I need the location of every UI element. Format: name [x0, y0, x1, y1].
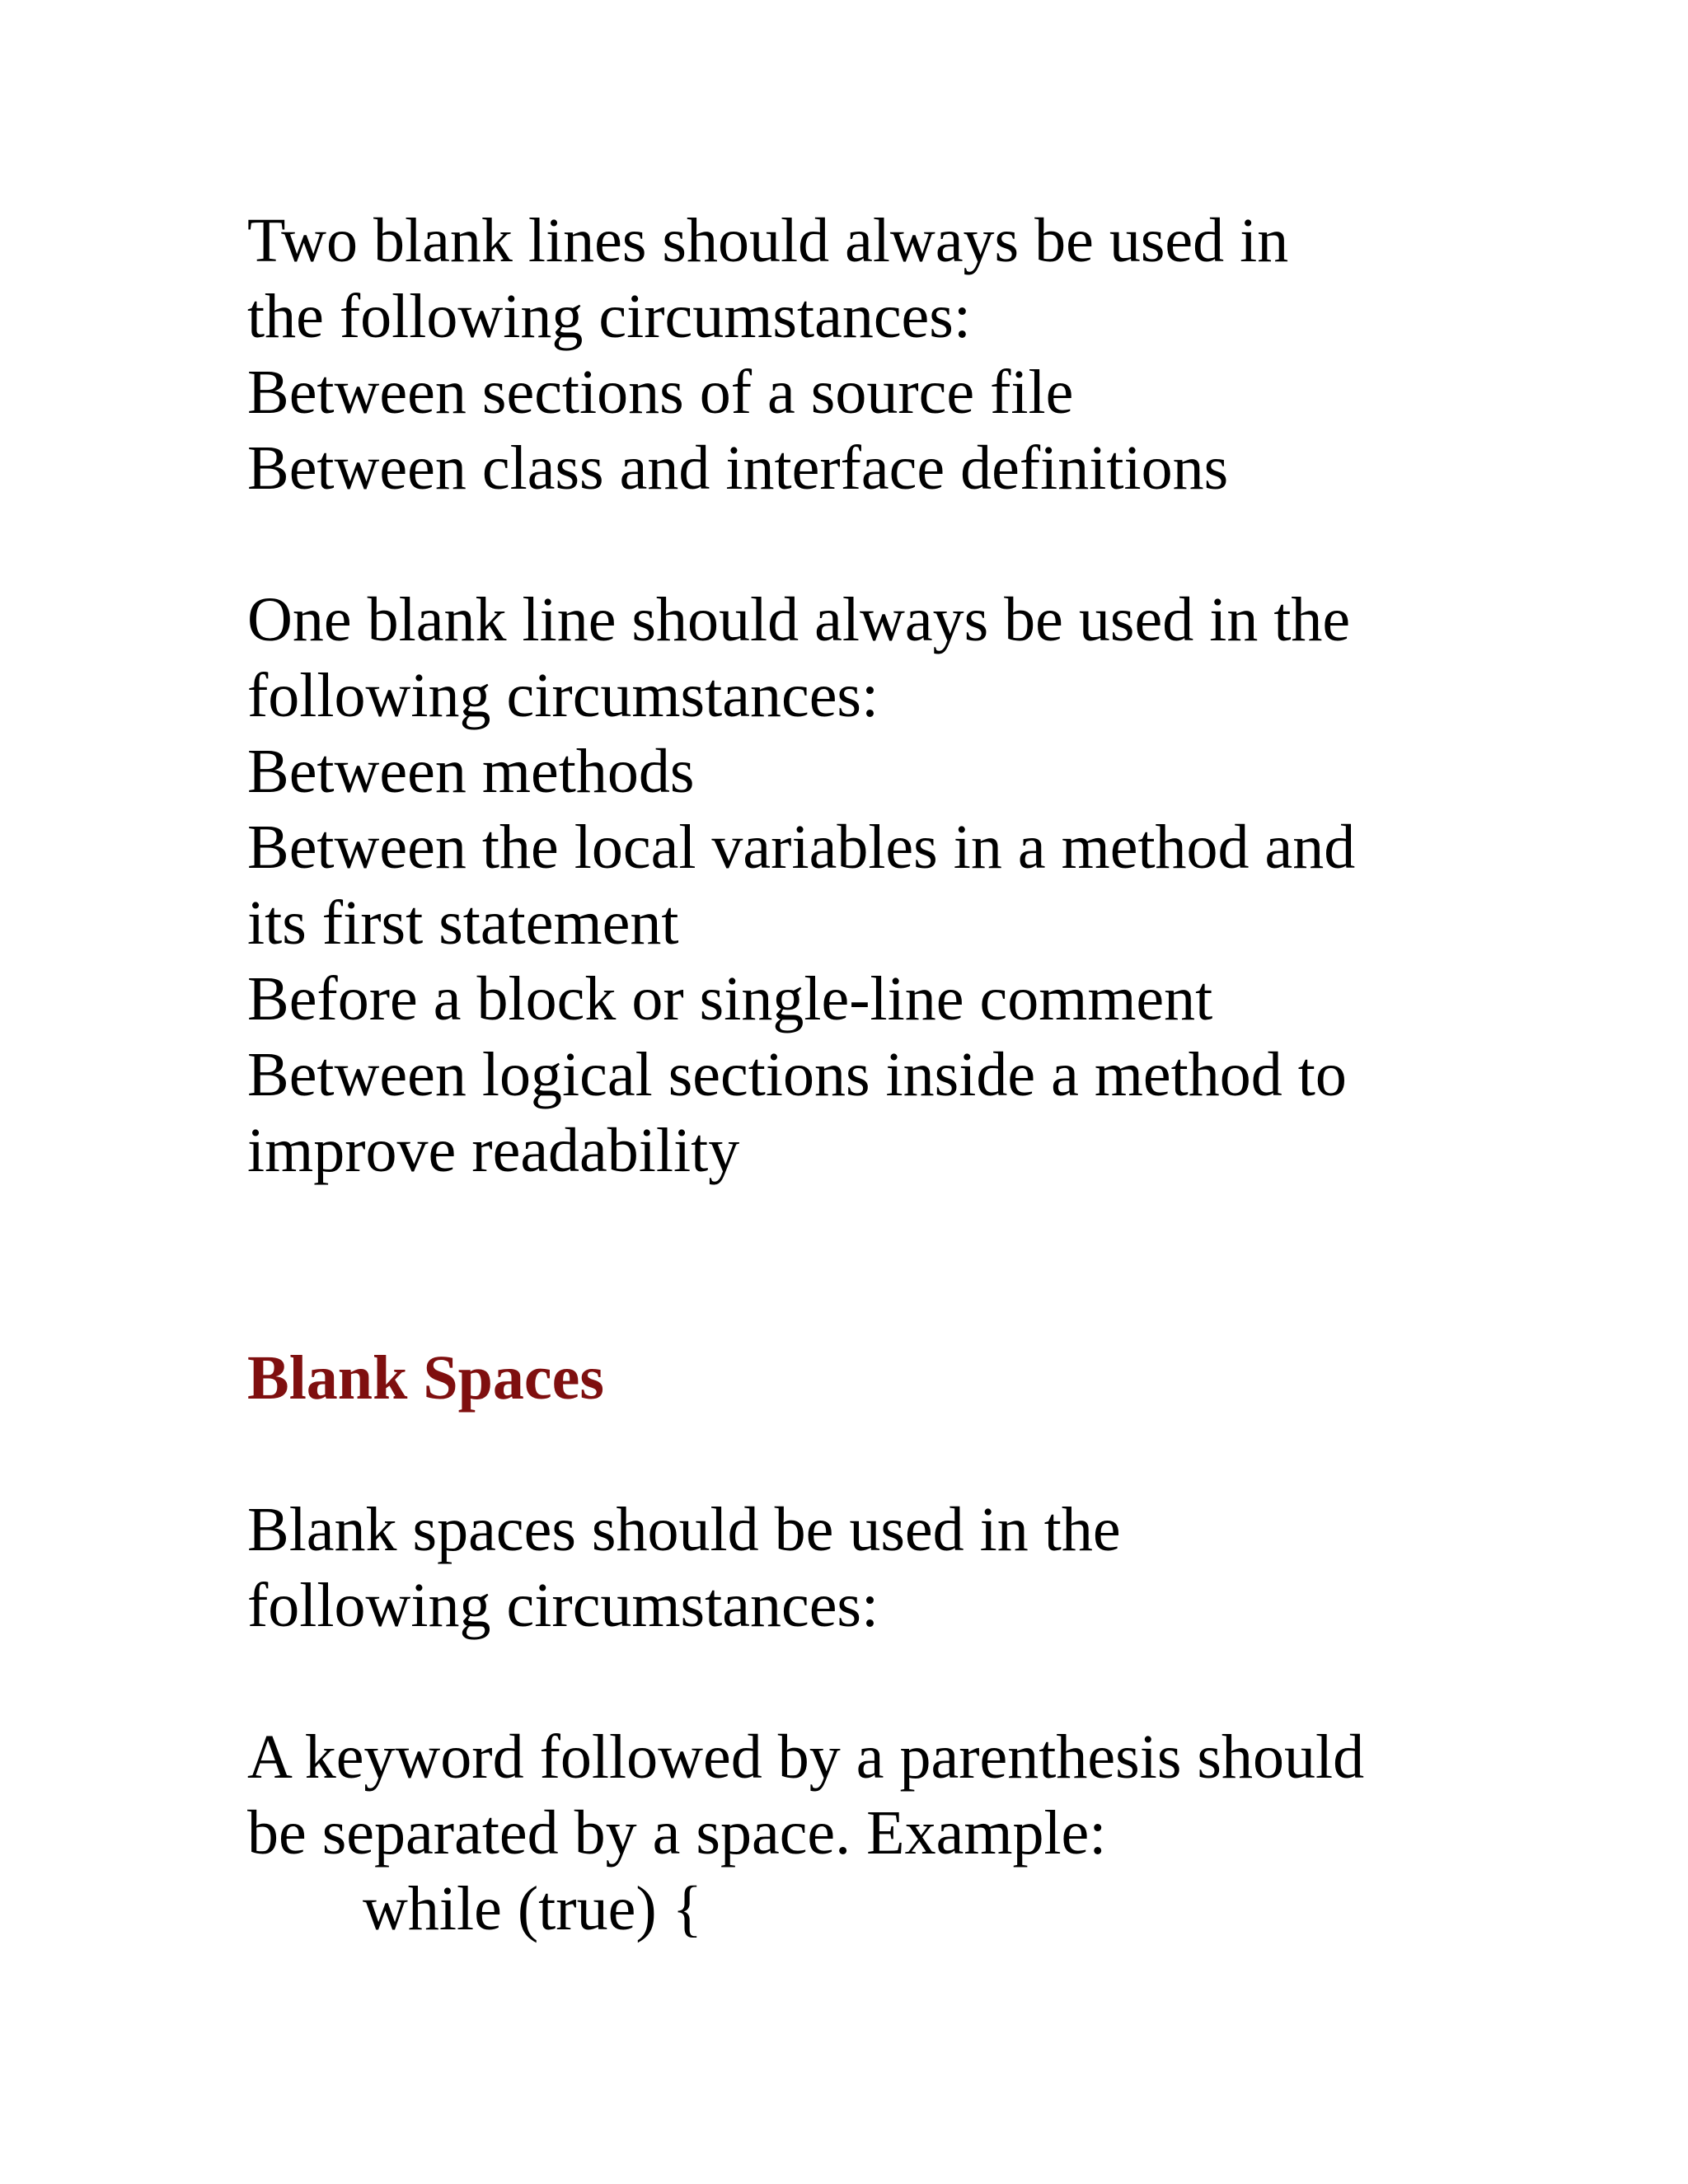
text-line: Between class and interface definitions	[247, 434, 1229, 503]
one-blank-line-paragraph	[247, 582, 1533, 1188]
document-page	[247, 203, 1533, 1947]
text-line: Before a block or single-line comment	[247, 964, 1213, 1033]
text-line: Between sections of a source file	[247, 358, 1074, 427]
code-example: while (true) {	[363, 1874, 703, 1943]
text-line: be separated by a space. Example:	[247, 1798, 1107, 1868]
spacer	[247, 1188, 1533, 1340]
spacer	[247, 1643, 1533, 1719]
text-line: following circumstances:	[247, 661, 879, 730]
two-blank-lines-paragraph	[247, 203, 1533, 506]
text-line: One blank line should always be used in the	[247, 585, 1351, 654]
text-line: Blank spaces should be used in the	[247, 1495, 1121, 1564]
spacer	[247, 1416, 1533, 1492]
text-line: A keyword followed by a parenthesis should	[247, 1722, 1365, 1792]
section-heading-blank-spaces: Blank Spaces	[247, 1343, 604, 1413]
text-line: Between the local variables in a method and	[247, 813, 1356, 882]
text-line: following circumstances:	[247, 1571, 879, 1640]
text-line: improve readability	[247, 1116, 740, 1185]
text-line: its first statement	[247, 888, 679, 958]
keyword-rule-paragraph	[247, 1719, 1533, 1947]
text-line: the following circumstances:	[247, 282, 971, 351]
text-line: Between methods	[247, 737, 695, 806]
spacer	[247, 506, 1533, 582]
blank-spaces-intro-paragraph	[247, 1492, 1533, 1643]
text-line: Between logical sections inside a method to	[247, 1040, 1347, 1109]
text-line: Two blank lines should always be used in	[247, 206, 1289, 275]
